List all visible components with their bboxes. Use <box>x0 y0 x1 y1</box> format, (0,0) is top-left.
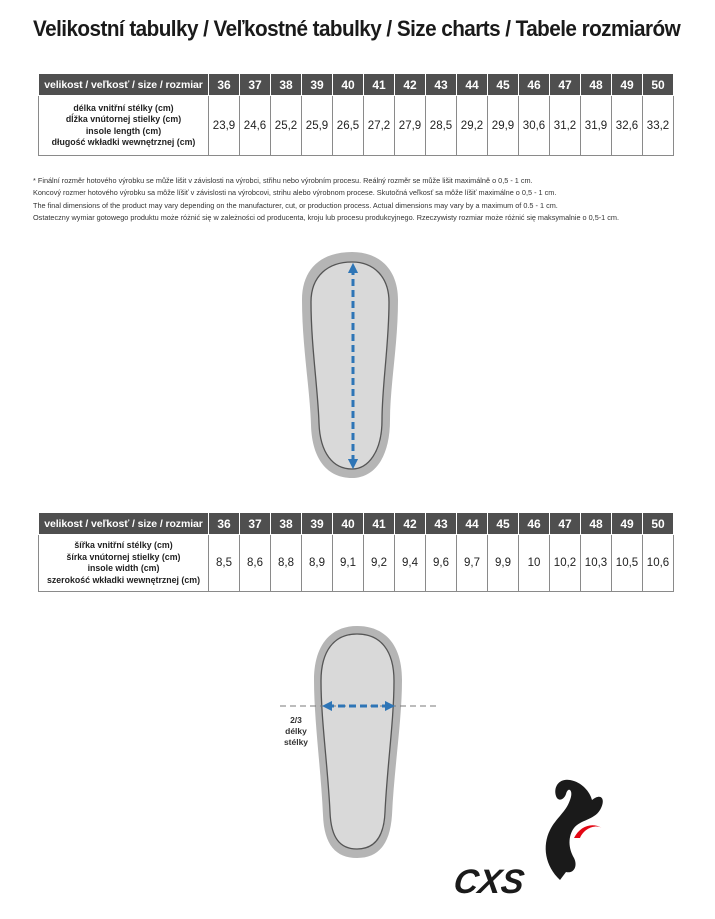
size-header-38: 38 <box>271 513 302 535</box>
size-header-43: 43 <box>426 513 457 535</box>
note-line-pl: Ostateczny wymiar gotowego produktu może różnić się w zależności od producenta, kroju lub procesu produkcyjnego. Rzeczywisty rozmiar może różnić się maksymalnie o 0,5-1 cm. <box>33 213 620 223</box>
size-value-45: 9,9 <box>488 535 519 592</box>
size-header-36: 36 <box>209 513 240 535</box>
size-header-40: 40 <box>333 513 364 535</box>
size-header-49: 49 <box>612 74 643 96</box>
size-header-42: 42 <box>395 74 426 96</box>
note-line-cz: * Finální rozměr hotového výrobku se může lišit v závislosti na výrobci, střihu nebo výrobním procesu. Reálný rozměr se může lišit maximálně o 0,5 - 1 cm. <box>33 176 533 185</box>
size-value-48: 31,9 <box>581 96 612 156</box>
size-header-47: 47 <box>550 513 581 535</box>
size-value-42: 27,9 <box>395 96 426 156</box>
size-header-45: 45 <box>488 513 519 535</box>
width-measure-label <box>270 715 322 748</box>
size-header-48: 48 <box>581 74 612 96</box>
size-value-45: 29,9 <box>488 96 519 156</box>
insole-length-illustration <box>302 252 398 478</box>
size-value-43: 28,5 <box>426 96 457 156</box>
size-header-45: 45 <box>488 74 519 96</box>
size-value-50: 10,6 <box>643 535 674 592</box>
insole-inner-shape <box>311 262 389 469</box>
logo-wordmark: CXS <box>451 863 527 901</box>
size-header-36: 36 <box>209 74 240 96</box>
size-value-49: 32,6 <box>612 96 643 156</box>
size-value-46: 10 <box>519 535 550 592</box>
size-header-41: 41 <box>364 513 395 535</box>
description-line-sk: šírka vnútornej stielky (cm) <box>66 551 181 562</box>
size-value-39: 8,9 <box>302 535 333 592</box>
size-value-39: 25,9 <box>302 96 333 156</box>
size-header-40: 40 <box>333 74 364 96</box>
size-header-47: 47 <box>550 74 581 96</box>
size-value-37: 24,6 <box>240 96 271 156</box>
logo-swoosh <box>574 825 602 838</box>
size-header-38: 38 <box>271 74 302 96</box>
size-header-46: 46 <box>519 74 550 96</box>
description-line-cz: šířka vnitřní stélky (cm) <box>74 540 173 550</box>
size-value-37: 8,6 <box>240 535 271 592</box>
size-header-label: velikost / veľkosť / size / rozmiar <box>39 513 209 535</box>
size-value-36: 23,9 <box>209 96 240 156</box>
note-line-en: The final dimensions of the product may vary depending on the manufacturer, cut, or production process. Actual dimensions may vary by a maximum of 0.5 - 1 cm. <box>33 200 558 210</box>
size-value-38: 8,8 <box>271 535 302 592</box>
description-line-sk: dĺžka vnútornej stielky (cm) <box>65 114 182 124</box>
size-header-48: 48 <box>581 513 612 535</box>
description-line-en: insole length (cm) <box>85 125 162 136</box>
note-line-sk: Koncový rozmer hotového výrobku sa môže líšiť v závislosti na výrobcovi, strihu alebo výrobnom procese. Skutočná veľkosť sa môže líšiť maximálne o 0,5 - 1 cm. <box>33 188 557 198</box>
size-header-46: 46 <box>519 513 550 535</box>
size-header-37: 37 <box>240 74 271 96</box>
cxs-logo <box>451 780 602 901</box>
size-value-48: 10,3 <box>581 535 612 592</box>
size-header-39: 39 <box>302 74 333 96</box>
size-value-40: 9,1 <box>333 535 364 592</box>
size-value-47: 31,2 <box>550 96 581 156</box>
size-header-44: 44 <box>457 74 488 96</box>
size-value-36: 8,5 <box>209 535 240 592</box>
size-value-49: 10,5 <box>612 535 643 592</box>
size-value-44: 29,2 <box>457 96 488 156</box>
size-header-50: 50 <box>643 513 674 535</box>
size-value-47: 10,2 <box>550 535 581 592</box>
description-line-cz: délka vnitřní stélky (cm) <box>73 102 174 113</box>
label-line-fraction: 2/3 <box>290 715 302 725</box>
size-value-38: 25,2 <box>271 96 302 156</box>
size-value-41: 27,2 <box>364 96 395 156</box>
logo-mark <box>546 780 603 880</box>
size-value-50: 33,2 <box>643 96 674 156</box>
description-line-pl: długość wkładki wewnętrznej (cm) <box>51 137 196 147</box>
description-line-pl: szerokość wkładki wewnętrznej (cm) <box>46 574 201 585</box>
size-header-37: 37 <box>240 513 271 535</box>
size-header-39: 39 <box>302 513 333 535</box>
description-line-en: insole width (cm) <box>87 563 160 573</box>
size-header-label: velikost / veľkosť / size / rozmiar <box>39 74 209 96</box>
size-header-42: 42 <box>395 513 426 535</box>
size-header-49: 49 <box>612 513 643 535</box>
size-value-42: 9,4 <box>395 535 426 592</box>
size-value-43: 9,6 <box>426 535 457 592</box>
size-header-50: 50 <box>643 74 674 96</box>
size-header-43: 43 <box>426 74 457 96</box>
size-header-41: 41 <box>364 74 395 96</box>
label-line-insole: stélky <box>283 737 309 747</box>
size-value-40: 26,5 <box>333 96 364 156</box>
size-value-41: 9,2 <box>364 535 395 592</box>
label-line-length: délky <box>285 726 307 736</box>
size-header-44: 44 <box>457 513 488 535</box>
insole-inner-shape <box>321 634 394 849</box>
size-value-44: 9,7 <box>457 535 488 592</box>
page-title: Velikostní tabulky / Veľkostné tabulky / Size charts / Tabele rozmiarów <box>33 16 681 41</box>
size-value-46: 30,6 <box>519 96 550 156</box>
